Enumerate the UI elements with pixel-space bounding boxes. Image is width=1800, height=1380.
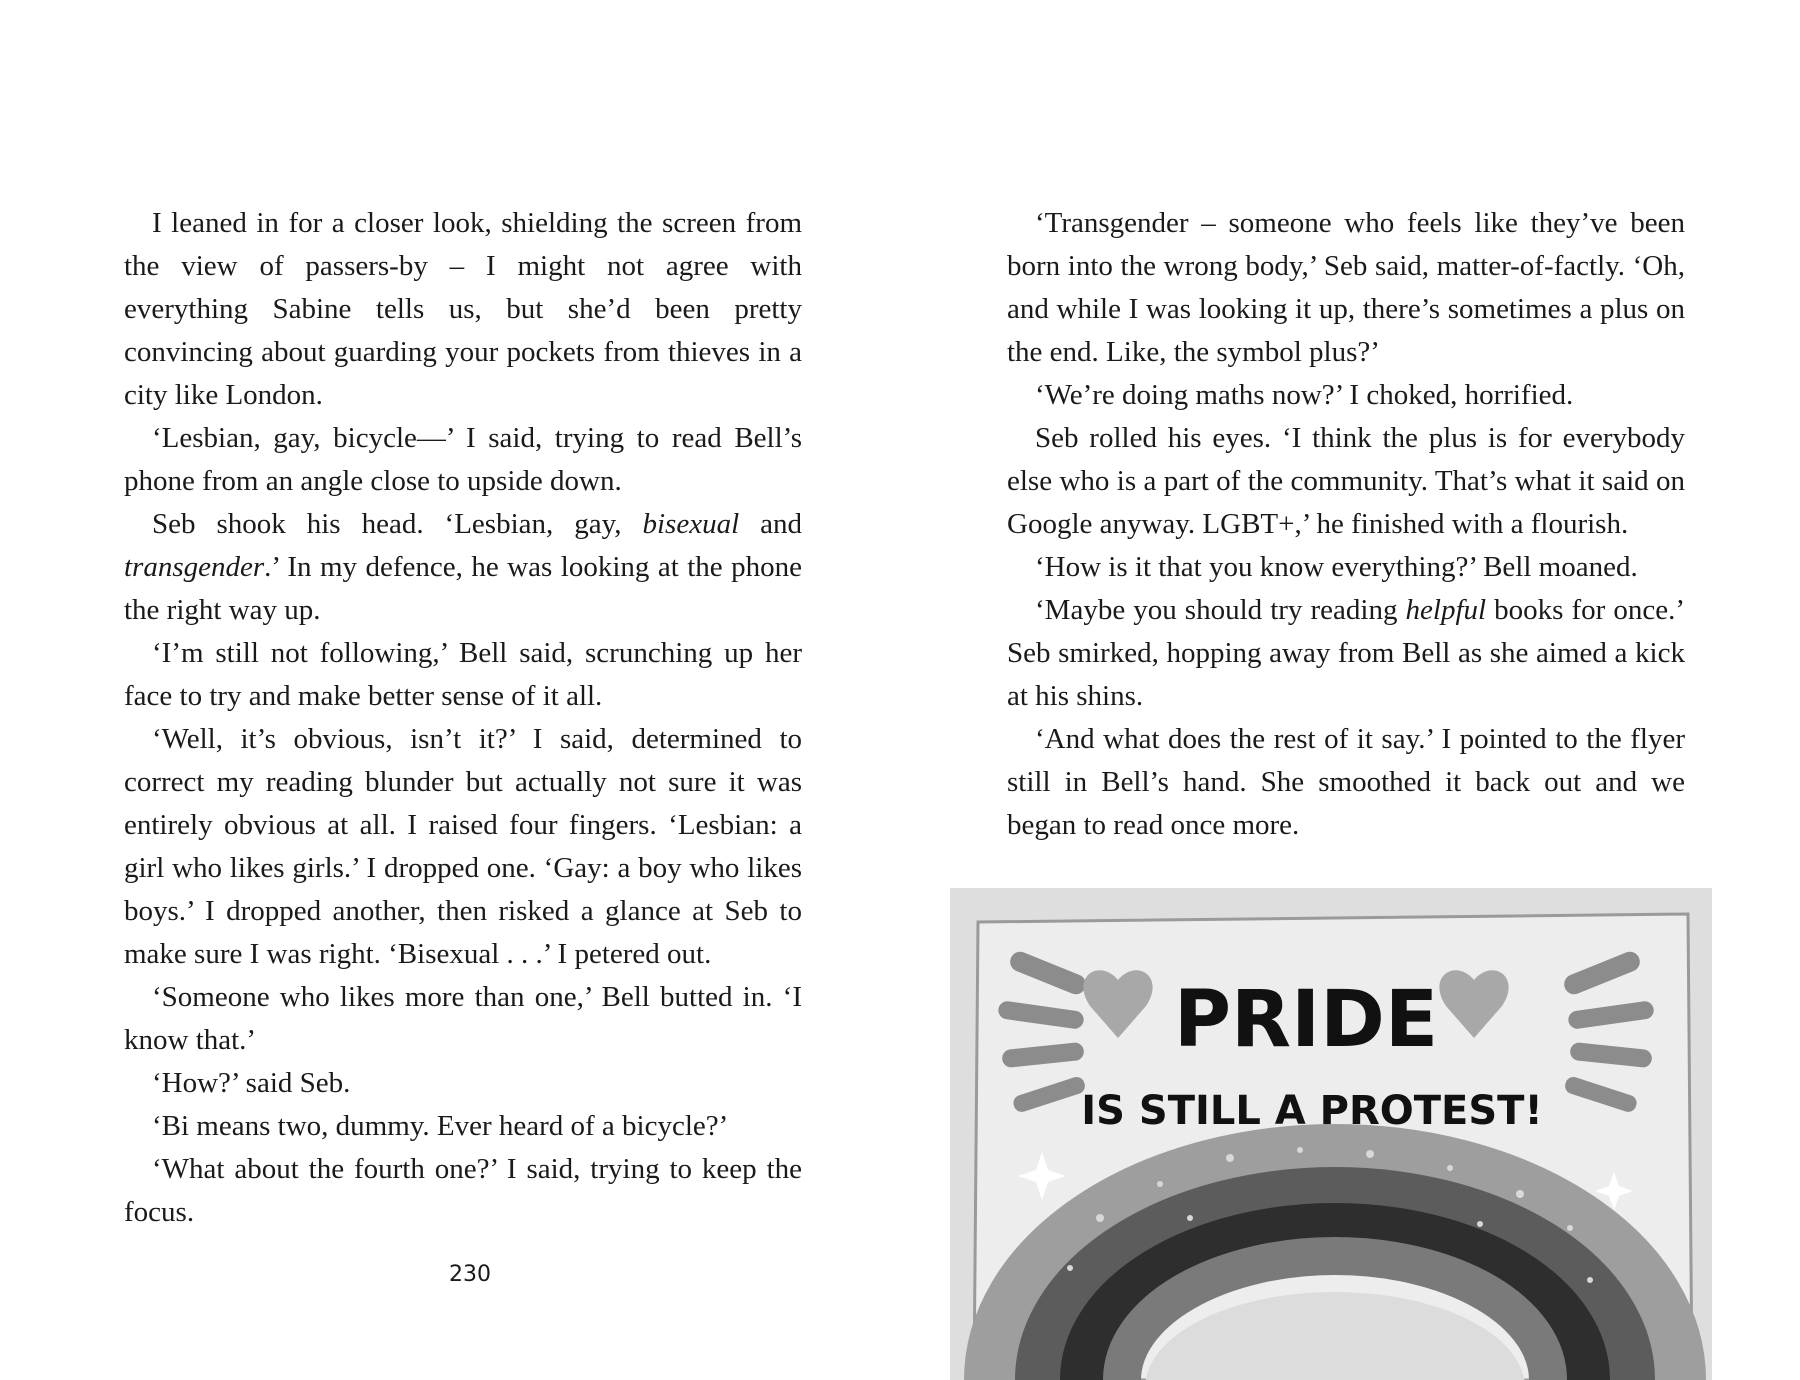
paragraph: ‘What about the fourth one?’ I said, trying to keep the focus. <box>124 1153 802 1228</box>
flyer-artwork <box>950 888 1712 1380</box>
paragraph: ‘Well, it’s obvious, isn’t it?’ I said, determined to correct my reading blunder but actually not sure it was entirely obvious at all. I raised four fingers. ‘Lesbian: a girl who likes girls.’ I dropped one. ‘Gay: a boy who likes boys.’ I dropped another, then risked a glance at Seb to make sure I was right. ‘Bisexual . . .’ I petered out. <box>124 723 802 970</box>
paragraph <box>124 503 802 632</box>
paragraph: I leaned in for a closer look, shielding the screen from the view of passers-by – I might not agree with everything Sabine tells us, but she’d been pretty convincing about guarding your pockets from thieves in a city like London. <box>124 207 802 411</box>
page-number: 230 <box>449 1262 491 1287</box>
paragraph: Seb rolled his eyes. ‘I think the plus is for everybody else who is a part of the community. That’s what it said on Google anyway. LGBT+,’ he finished with a flourish. <box>1007 422 1685 540</box>
paragraph: ‘How?’ said Seb. <box>152 1067 351 1099</box>
paragraph: ‘And what does the rest of it say.’ I pointed to the flyer still in Bell’s hand. She smoothed it back out and we began to read once more. <box>1007 723 1685 841</box>
paragraph-text: ‘Maybe you should try reading <box>1035 594 1406 626</box>
flyer-title: PRIDE <box>1173 975 1439 1065</box>
paragraph: ‘Lesbian, gay, bicycle—’ I said, trying to read Bell’s phone from an angle close to upside down. <box>124 422 802 497</box>
paragraph-text: .’ In my defence, he was looking at the phone the right way up. <box>124 551 802 626</box>
paragraph: ‘I’m still not following,’ Bell said, scrunching up her face to try and make better sense of it all. <box>124 637 802 712</box>
paragraph: ‘How is it that you know everything?’ Bell moaned. <box>1035 551 1638 583</box>
emphasis-text: transgender <box>124 551 265 583</box>
emphasis-text: helpful <box>1405 594 1487 626</box>
paragraph: ‘Someone who likes more than one,’ Bell butted in. ‘I know that.’ <box>124 981 802 1056</box>
paragraph-text: Seb shook his head. ‘Lesbian, gay, <box>152 508 643 540</box>
emphasis-text: bisexual <box>642 508 740 540</box>
paragraph: ‘We’re doing maths now?’ I choked, horrified. <box>1035 379 1574 411</box>
pride-flyer-illustration <box>950 888 1712 1380</box>
paragraph-text: books for once.’ Seb smirked, hopping away from Bell as she aimed a kick at his shins. <box>1007 594 1685 712</box>
right-page-text <box>1007 202 1685 847</box>
paragraph: ‘Bi means two, dummy. Ever heard of a bicycle?’ <box>152 1110 729 1142</box>
paragraph: ‘Transgender – someone who feels like they’ve been born into the wrong body,’ Seb said, matter-of-factly. ‘Oh, and while I was looking it up, there’s sometimes a plus on the end. Like, the symbol plus?’ <box>1007 207 1685 368</box>
paragraph-text: and <box>739 508 802 540</box>
left-page-text <box>124 202 802 1234</box>
flyer-subtitle: IS STILL A PROTEST! <box>1081 1088 1543 1134</box>
paragraph <box>1007 589 1685 718</box>
